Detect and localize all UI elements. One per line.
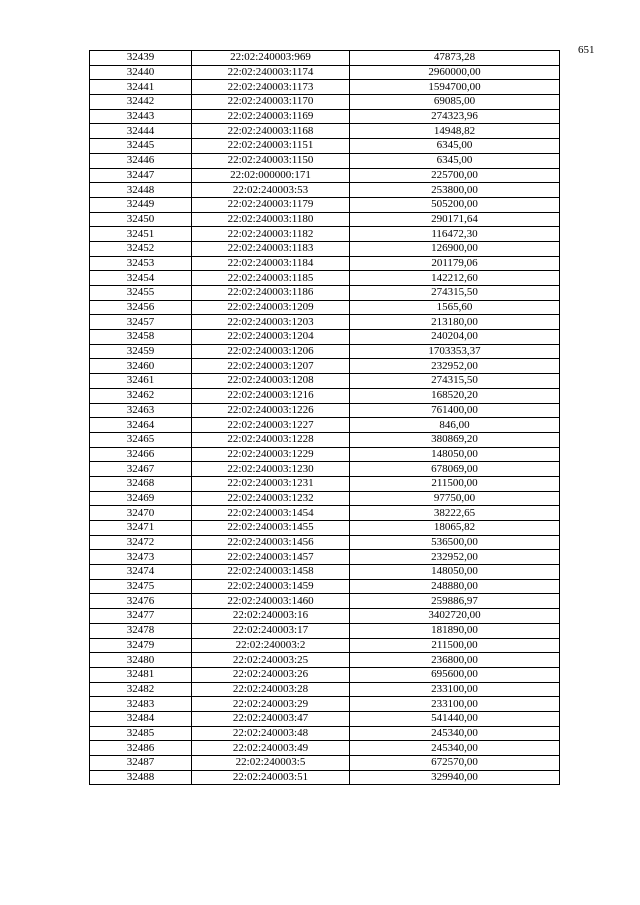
table-row: [90, 330, 560, 345]
row-number-cell: 32465: [90, 432, 192, 447]
cadastral-number-cell: 22:02:240003:1226: [192, 403, 350, 418]
cadastral-number-cell: 22:02:240003:47: [192, 711, 350, 726]
table-row: [90, 491, 560, 506]
row-number-cell: 32474: [90, 565, 192, 580]
row-number-cell: 32463: [90, 403, 192, 418]
row-number-cell: 32457: [90, 315, 192, 330]
cadastral-number-cell: 22:02:240003:1169: [192, 109, 350, 124]
cadastral-number-cell: 22:02:240003:1232: [192, 491, 350, 506]
cadastral-number-cell: 22:02:240003:5: [192, 756, 350, 771]
cadastral-value-cell: 116472,30: [350, 227, 560, 242]
table-row: [90, 653, 560, 668]
cadastral-value-cell: 290171,64: [350, 212, 560, 227]
table-row: [90, 462, 560, 477]
row-number-cell: 32443: [90, 109, 192, 124]
cadastral-value-cell: 2960000,00: [350, 65, 560, 80]
table-row: [90, 95, 560, 110]
cadastral-value-cell: 1594700,00: [350, 80, 560, 95]
row-number-cell: 32446: [90, 153, 192, 168]
cadastral-number-cell: 22:02:240003:1182: [192, 227, 350, 242]
cadastral-value-cell: 126900,00: [350, 241, 560, 256]
table-row: [90, 565, 560, 580]
cadastral-value-cell: 14948,82: [350, 124, 560, 139]
cadastral-number-cell: 22:02:240003:1208: [192, 374, 350, 389]
cadastral-value-cell: 245340,00: [350, 741, 560, 756]
row-number-cell: 32483: [90, 697, 192, 712]
cadastral-number-cell: 22:02:240003:1170: [192, 95, 350, 110]
cadastral-number-cell: 22:02:240003:1180: [192, 212, 350, 227]
cadastral-value-cell: 1565,60: [350, 300, 560, 315]
cadastral-number-cell: 22:02:240003:1456: [192, 535, 350, 550]
cadastral-value-cell: 148050,00: [350, 447, 560, 462]
cadastral-number-cell: 22:02:240003:1228: [192, 432, 350, 447]
row-number-cell: 32449: [90, 197, 192, 212]
table-row: [90, 623, 560, 638]
cadastral-value-cell: 259886,97: [350, 594, 560, 609]
cadastral-value-cell: 6345,00: [350, 139, 560, 154]
table-row: [90, 300, 560, 315]
row-number-cell: 32442: [90, 95, 192, 110]
cadastral-value-cell: 97750,00: [350, 491, 560, 506]
cadastral-number-cell: 22:02:240003:1459: [192, 579, 350, 594]
row-number-cell: 32452: [90, 241, 192, 256]
cadastral-value-cell: 274315,50: [350, 286, 560, 301]
table-row: [90, 388, 560, 403]
cadastral-number-cell: 22:02:240003:1458: [192, 565, 350, 580]
row-number-cell: 32454: [90, 271, 192, 286]
cadastral-value-cell: 18065,82: [350, 521, 560, 536]
cadastral-value-cell: 38222,65: [350, 506, 560, 521]
cadastral-number-cell: 22:02:240003:1229: [192, 447, 350, 462]
table-row: [90, 109, 560, 124]
row-number-cell: 32450: [90, 212, 192, 227]
cadastral-value-cell: 232952,00: [350, 550, 560, 565]
cadastral-number-cell: 22:02:240003:1230: [192, 462, 350, 477]
table-row: [90, 476, 560, 491]
table-row: [90, 403, 560, 418]
table-row: [90, 183, 560, 198]
row-number-cell: 32459: [90, 344, 192, 359]
cadastral-number-cell: 22:02:240003:1227: [192, 418, 350, 433]
cadastral-value-cell: 672570,00: [350, 756, 560, 771]
row-number-cell: 32466: [90, 447, 192, 462]
cadastral-number-cell: 22:02:240003:26: [192, 667, 350, 682]
cadastral-value-cell: 6345,00: [350, 153, 560, 168]
cadastral-value-cell: 233100,00: [350, 697, 560, 712]
table-row: [90, 124, 560, 139]
cadastral-number-cell: 22:02:240003:48: [192, 726, 350, 741]
table-row: [90, 344, 560, 359]
cadastral-number-cell: 22:02:240003:1207: [192, 359, 350, 374]
table-row: [90, 65, 560, 80]
cadastral-number-cell: 22:02:240003:1151: [192, 139, 350, 154]
cadastral-number-cell: 22:02:240003:1209: [192, 300, 350, 315]
cadastral-value-cell: 245340,00: [350, 726, 560, 741]
cadastral-value-cell: 211500,00: [350, 638, 560, 653]
row-number-cell: 32440: [90, 65, 192, 80]
table-row: [90, 521, 560, 536]
cadastral-value-cell: 761400,00: [350, 403, 560, 418]
table-row: [90, 535, 560, 550]
table-row: [90, 374, 560, 389]
row-number-cell: 32488: [90, 770, 192, 785]
row-number-cell: 32456: [90, 300, 192, 315]
cadastral-number-cell: 22:02:240003:49: [192, 741, 350, 756]
row-number-cell: 32460: [90, 359, 192, 374]
row-number-cell: 32464: [90, 418, 192, 433]
table-row: [90, 80, 560, 95]
row-number-cell: 32448: [90, 183, 192, 198]
cadastral-number-cell: 22:02:240003:1173: [192, 80, 350, 95]
table-row: [90, 153, 560, 168]
row-number-cell: 32461: [90, 374, 192, 389]
page-number: 651: [578, 44, 595, 56]
row-number-cell: 32444: [90, 124, 192, 139]
cadastral-number-cell: 22:02:240003:1231: [192, 476, 350, 491]
row-number-cell: 32487: [90, 756, 192, 771]
cadastral-number-cell: 22:02:240003:1457: [192, 550, 350, 565]
row-number-cell: 32439: [90, 51, 192, 66]
row-number-cell: 32467: [90, 462, 192, 477]
cadastral-number-cell: 22:02:240003:1183: [192, 241, 350, 256]
cadastral-number-cell: 22:02:240003:1179: [192, 197, 350, 212]
cadastral-value-cell: 536500,00: [350, 535, 560, 550]
table-row: [90, 594, 560, 609]
cadastral-value-cell: 240204,00: [350, 330, 560, 345]
row-number-cell: 32484: [90, 711, 192, 726]
table-row: [90, 506, 560, 521]
row-number-cell: 32471: [90, 521, 192, 536]
cadastral-value-cell: 380869,20: [350, 432, 560, 447]
table-body: [90, 51, 560, 785]
cadastral-number-cell: 22:02:240003:28: [192, 682, 350, 697]
cadastral-value-cell: 47873,28: [350, 51, 560, 66]
cadastral-value-cell: 253800,00: [350, 183, 560, 198]
row-number-cell: 32462: [90, 388, 192, 403]
cadastral-number-cell: 22:02:000000:171: [192, 168, 350, 183]
table-row: [90, 609, 560, 624]
cadastral-number-cell: 22:02:240003:1455: [192, 521, 350, 536]
cadastral-number-cell: 22:02:240003:1185: [192, 271, 350, 286]
table-row: [90, 682, 560, 697]
table-row: [90, 227, 560, 242]
cadastral-value-cell: 211500,00: [350, 476, 560, 491]
cadastral-value-cell: 329940,00: [350, 770, 560, 785]
row-number-cell: 32479: [90, 638, 192, 653]
row-number-cell: 32480: [90, 653, 192, 668]
cadastral-value-cell: 248880,00: [350, 579, 560, 594]
cadastral-value-cell: 148050,00: [350, 565, 560, 580]
cadastral-value-cell: 213180,00: [350, 315, 560, 330]
table-row: [90, 697, 560, 712]
table-row: [90, 359, 560, 374]
table-row: [90, 756, 560, 771]
row-number-cell: 32473: [90, 550, 192, 565]
row-number-cell: 32482: [90, 682, 192, 697]
cadastral-number-cell: 22:02:240003:1150: [192, 153, 350, 168]
cadastral-number-cell: 22:02:240003:1203: [192, 315, 350, 330]
table-row: [90, 711, 560, 726]
table-row: [90, 741, 560, 756]
cadastral-number-cell: 22:02:240003:1454: [192, 506, 350, 521]
row-number-cell: 32472: [90, 535, 192, 550]
cadastral-value-cell: 236800,00: [350, 653, 560, 668]
row-number-cell: 32486: [90, 741, 192, 756]
row-number-cell: 32441: [90, 80, 192, 95]
cadastral-value-cell: 201179,06: [350, 256, 560, 271]
cadastral-value-cell: 3402720,00: [350, 609, 560, 624]
cadastral-value-cell: 678069,00: [350, 462, 560, 477]
cadastral-number-cell: 22:02:240003:25: [192, 653, 350, 668]
cadastral-number-cell: 22:02:240003:1460: [192, 594, 350, 609]
cadastral-value-cell: 225700,00: [350, 168, 560, 183]
table-row: [90, 256, 560, 271]
cadastral-number-cell: 22:02:240003:969: [192, 51, 350, 66]
cadastral-number-cell: 22:02:240003:53: [192, 183, 350, 198]
table-row: [90, 315, 560, 330]
table-row: [90, 197, 560, 212]
row-number-cell: 32458: [90, 330, 192, 345]
table-row: [90, 579, 560, 594]
table-row: [90, 726, 560, 741]
row-number-cell: 32455: [90, 286, 192, 301]
row-number-cell: 32453: [90, 256, 192, 271]
table-row: [90, 271, 560, 286]
table-row: [90, 51, 560, 66]
cadastral-value-cell: 142212,60: [350, 271, 560, 286]
cadastral-number-cell: 22:02:240003:51: [192, 770, 350, 785]
table-row: [90, 432, 560, 447]
cadastral-number-cell: 22:02:240003:1168: [192, 124, 350, 139]
table-row: [90, 550, 560, 565]
table-row: [90, 139, 560, 154]
cadastral-number-cell: 22:02:240003:29: [192, 697, 350, 712]
cadastral-number-cell: 22:02:240003:16: [192, 609, 350, 624]
table-row: [90, 241, 560, 256]
cadastral-value-cell: 69085,00: [350, 95, 560, 110]
cadastral-number-cell: 22:02:240003:2: [192, 638, 350, 653]
cadastral-value-cell: 505200,00: [350, 197, 560, 212]
row-number-cell: 32478: [90, 623, 192, 638]
cadastral-number-cell: 22:02:240003:1184: [192, 256, 350, 271]
row-number-cell: 32475: [90, 579, 192, 594]
cadastral-number-cell: 22:02:240003:1204: [192, 330, 350, 345]
row-number-cell: 32445: [90, 139, 192, 154]
table-row: [90, 212, 560, 227]
table-row: [90, 286, 560, 301]
row-number-cell: 32481: [90, 667, 192, 682]
row-number-cell: 32485: [90, 726, 192, 741]
table-row: [90, 418, 560, 433]
cadastral-value-cell: 695600,00: [350, 667, 560, 682]
table-row: [90, 667, 560, 682]
row-number-cell: 32469: [90, 491, 192, 506]
cadastral-value-cell: 274315,50: [350, 374, 560, 389]
cadastral-number-cell: 22:02:240003:1174: [192, 65, 350, 80]
row-number-cell: 32451: [90, 227, 192, 242]
cadastral-number-cell: 22:02:240003:1206: [192, 344, 350, 359]
cadastral-value-cell: 846,00: [350, 418, 560, 433]
cadastral-value-cell: 232952,00: [350, 359, 560, 374]
cadastral-value-cell: 233100,00: [350, 682, 560, 697]
cadastral-value-cell: 181890,00: [350, 623, 560, 638]
cadastral-value-table: [89, 50, 560, 785]
cadastral-value-cell: 274323,96: [350, 109, 560, 124]
cadastral-number-cell: 22:02:240003:1216: [192, 388, 350, 403]
row-number-cell: 32447: [90, 168, 192, 183]
table-row: [90, 168, 560, 183]
row-number-cell: 32476: [90, 594, 192, 609]
table-row: [90, 638, 560, 653]
cadastral-value-cell: 1703353,37: [350, 344, 560, 359]
cadastral-value-cell: 541440,00: [350, 711, 560, 726]
cadastral-value-cell: 168520,20: [350, 388, 560, 403]
cadastral-number-cell: 22:02:240003:1186: [192, 286, 350, 301]
row-number-cell: 32477: [90, 609, 192, 624]
row-number-cell: 32470: [90, 506, 192, 521]
cadastral-number-cell: 22:02:240003:17: [192, 623, 350, 638]
row-number-cell: 32468: [90, 476, 192, 491]
table-row: [90, 770, 560, 785]
table-row: [90, 447, 560, 462]
